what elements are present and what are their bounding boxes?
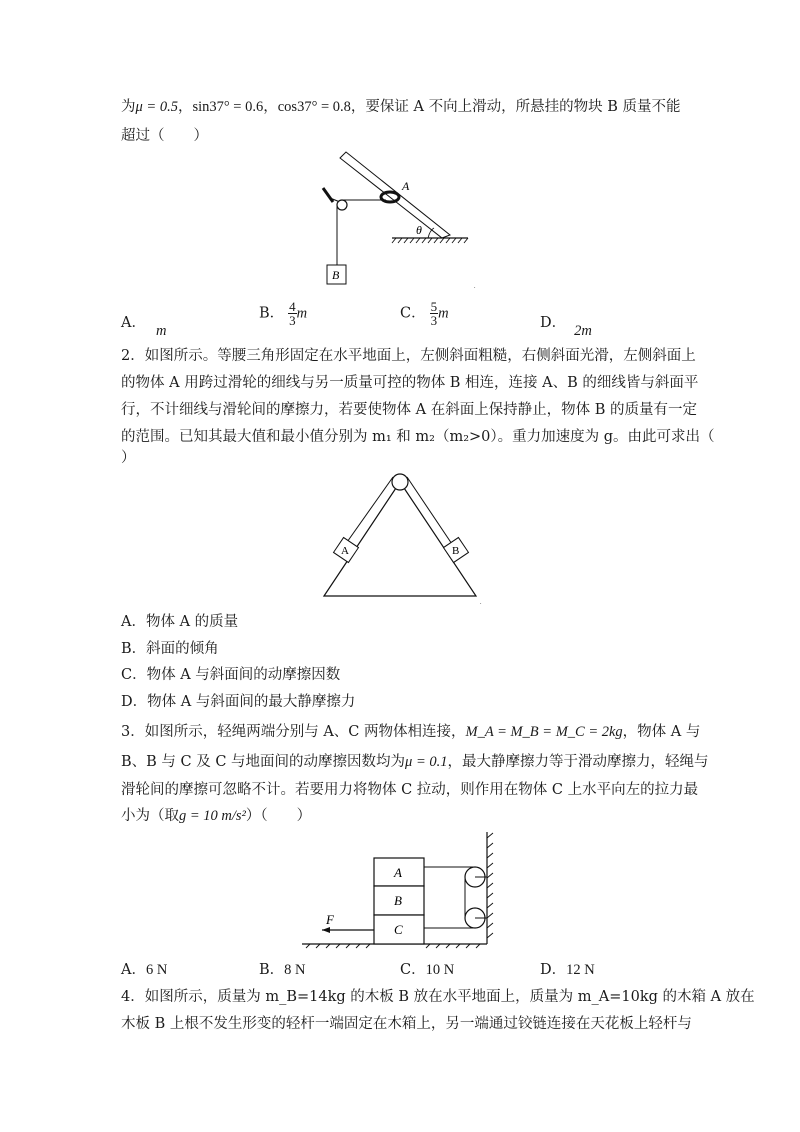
q2-option-b[interactable]: B．斜面的倾角 [121, 641, 219, 657]
q2-line-1: 2．如图所示。等腰三角形固定在水平地面上，左侧斜面粗糙，右侧斜面光滑，左侧斜面上 [121, 348, 696, 364]
q3-option-a[interactable]: A．6 N [121, 962, 168, 978]
label-a: A [341, 545, 349, 557]
svg-text:.: . [474, 284, 476, 290]
q2-line-2: 的物体 A 用跨过滑轮的细线与另一质量可控的物体 B 相连，连接 A、B 的细线皆与斜面平 [121, 375, 699, 391]
q1-line-1: 为μ = 0.5，sin37° = 0.6，cos37° = 0.8，要保证 A 不向上滑动，所悬挂的物块 B 质量不能 [121, 99, 681, 115]
q4-line-2: 木板 B 上根不发生形变的轻杆一端固定在木箱上，另一端通过铰链连接在天花板上轻杆与 [121, 1016, 692, 1032]
q2-option-c[interactable]: C．物体 A 与斜面间的动摩擦因数 [121, 667, 341, 683]
mu-expression-q3: μ = 0.1 [405, 754, 448, 770]
sin-expression: sin37° = 0.6 [192, 99, 264, 115]
pulley-icon [337, 200, 347, 210]
q2-option-a[interactable]: A．物体 A 的质量 [121, 614, 239, 630]
label-b: B [332, 268, 340, 282]
svg-text:.: . [480, 600, 482, 606]
q1-option-c[interactable]: C． $\frac{5}{3}$ m [400, 299, 449, 328]
q3-figure [300, 828, 505, 953]
isosceles-triangle [324, 482, 476, 596]
label-theta: θ [416, 223, 422, 237]
g-expression: g = 10 m/s² [179, 808, 246, 824]
q4-line-1: 4．如图所示，质量为 m_B=14kg 的木板 B 放在水平地面上，质量为 m_A=10kg 的木箱 A 放在 [121, 989, 755, 1005]
q3-line-1: 3．如图所示，轻绳两端分别与 A、C 两物体相连接，M_A = M_B = M_C = 2kg，物体 A 与 [121, 724, 701, 740]
pulley-icon [392, 474, 408, 490]
ceiling-bracket [323, 188, 333, 202]
q3-line-4: 小为（取g = 10 m/s²）（ ） [121, 808, 312, 824]
q3-option-d[interactable]: D．12 N [540, 962, 595, 978]
label-f: F [326, 912, 334, 927]
mass-expression: M_A = M_B = M_C = 2kg [465, 724, 623, 740]
label-c: C [394, 922, 403, 937]
q3-line-3: 滑轮间的摩擦可忽略不计。若要用力将物体 C 拉动，则作用在物体 C 上水平向左的拉力最 [121, 782, 699, 798]
q3-option-b[interactable]: B．8 N [259, 962, 306, 978]
label-b: B [452, 545, 460, 557]
q3-line-2: B、B 与 C 及 C 与地面间的动摩擦因数均为μ = 0.1，最大静摩擦力等于滑动摩擦力，轻绳与 [121, 754, 709, 770]
mu-expression: μ = 0.5 [135, 99, 178, 115]
q1-option-d[interactable]: D． 2m [540, 315, 592, 339]
q2-line-4: 的范围。已知其最大值和最小值分别为 m₁ 和 m₂（m₂>0）。重力加速度为 g。由此可求出（ [121, 429, 715, 445]
q2-option-d[interactable]: D．物体 A 与斜面间的最大静摩擦力 [121, 694, 356, 710]
q1-option-a[interactable]: A． m [121, 315, 167, 339]
label-a: A [394, 865, 402, 880]
q2-line-5: ） [121, 450, 136, 466]
inclined-rod [340, 152, 450, 238]
cos-expression: cos37° = 0.8 [277, 99, 351, 115]
q1-option-b[interactable]: B． $\frac{4}{3}$ m [259, 299, 308, 328]
label-a: A [402, 179, 410, 193]
q2-line-3: 行，不计细线与滑轮间的摩擦力，若要使物体 A 在斜面上保持静止，物体 B 的质量有一定 [121, 402, 698, 418]
q2-figure [318, 468, 490, 608]
q1-line-2: 超过（ ） [121, 128, 208, 144]
label-b: B [394, 893, 402, 908]
q3-option-c[interactable]: C．10 N [400, 962, 455, 978]
q1-figure [318, 150, 488, 290]
